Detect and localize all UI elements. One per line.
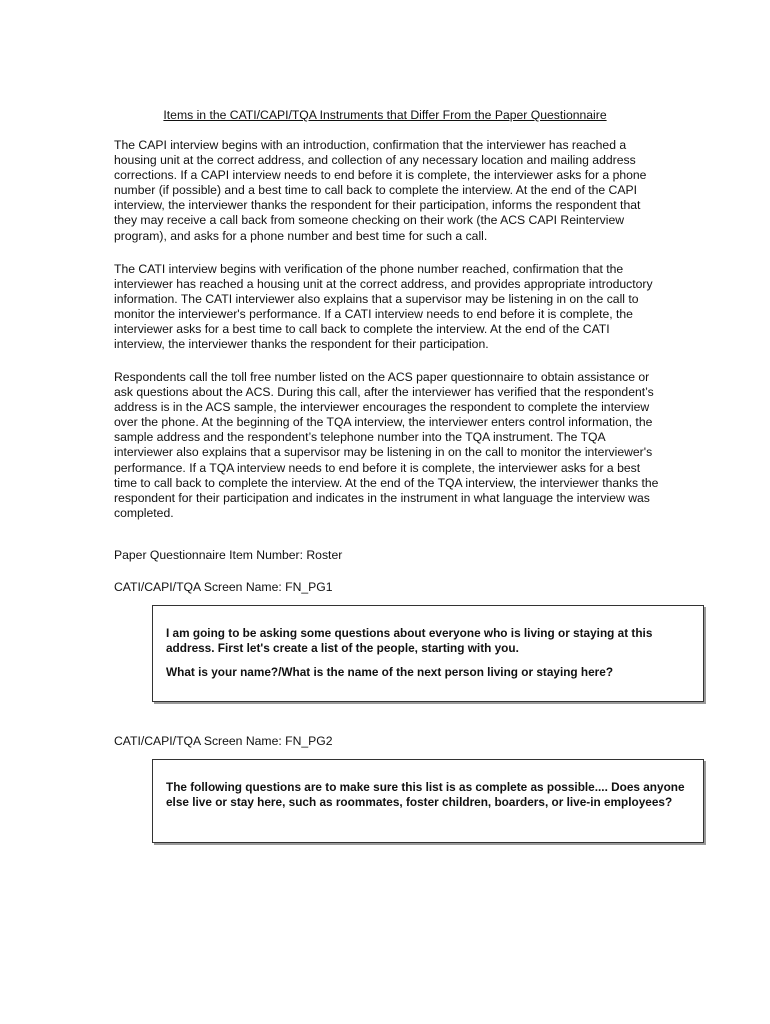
screen1-question-name: What is your name?/What is the name of the next person living or staying here? bbox=[166, 665, 614, 679]
cati-paragraph: The CATI interview begins with verification of the phone number reached, confirmation that the interviewer has reached a housing unit at the correct address, and provides appropriate introductory information. The CATI interviewer also explains that a supervisor may be listening in on the call to monitor the interviewer's performance. If a CATI interview needs to end before it is complete, the interviewer asks for a best time to call back to complete the interview. At the end of the CATI interview, the interviewer thanks the respondent for their participation. bbox=[114, 262, 653, 352]
tqa-paragraph: Respondents call the toll free number listed on the ACS paper questionnaire to obtain assistance or ask questions about the ACS. During this call, after the interviewer has verified that the respondent’s address is in the ACS sample, the interviewer encourages the respondent to complete the interview over the phone. At the beginning of the TQA interview, the interviewer enters control information, the sample address and the respondent’s telephone number into the TQA instrument. The TQA interviewer also explains that a supervisor may be listening in on the call to monitor the interviewer's performance. If a TQA interview needs to end before it is complete, the interviewer asks for a best time to call back to complete the interview. At the end of the TQA interview, the interviewer thanks the respondent for their participation and indicates in the instrument in what language the interview was completed. bbox=[114, 370, 659, 520]
screen1-label: CATI/CAPI/TQA Screen Name: FN_PG1 bbox=[114, 580, 333, 594]
screen2-label: CATI/CAPI/TQA Screen Name: FN_PG2 bbox=[114, 734, 333, 748]
capi-paragraph: The CAPI interview begins with an introduction, confirmation that the interviewer has reached a housing unit at the correct address, and collection of any necessary location and mailing address corrections. If a CAPI interview needs to end before it is complete, the interviewer asks for a phone number (if possible) and a best time to call back to complete the interview. At the end of the CAPI interview, the interviewer thanks the respondent for their participation, informs the respondent that they may receive a call back from someone checking on their work (the ACS CAPI Reinterview program), and asks for a phone number and best time for such a call. bbox=[114, 138, 647, 243]
item-number-label: Paper Questionnaire Item Number: Roster bbox=[114, 548, 343, 562]
screen2-box bbox=[152, 759, 704, 843]
screen2-question: The following questions are to make sure this list is as complete as possible.... Does anyone else live or stay here, such as roommates, foster children, boarders, or live-in employees? bbox=[166, 780, 685, 809]
document-title: Items in the CATI/CAPI/TQA Instruments that Differ From the Paper Questionnaire bbox=[163, 108, 607, 122]
screen1-question-intro: I am going to be asking some questions about everyone who is living or staying at this address. First let's create a list of the people, starting with you. bbox=[166, 626, 653, 655]
screen1-box bbox=[152, 605, 704, 702]
